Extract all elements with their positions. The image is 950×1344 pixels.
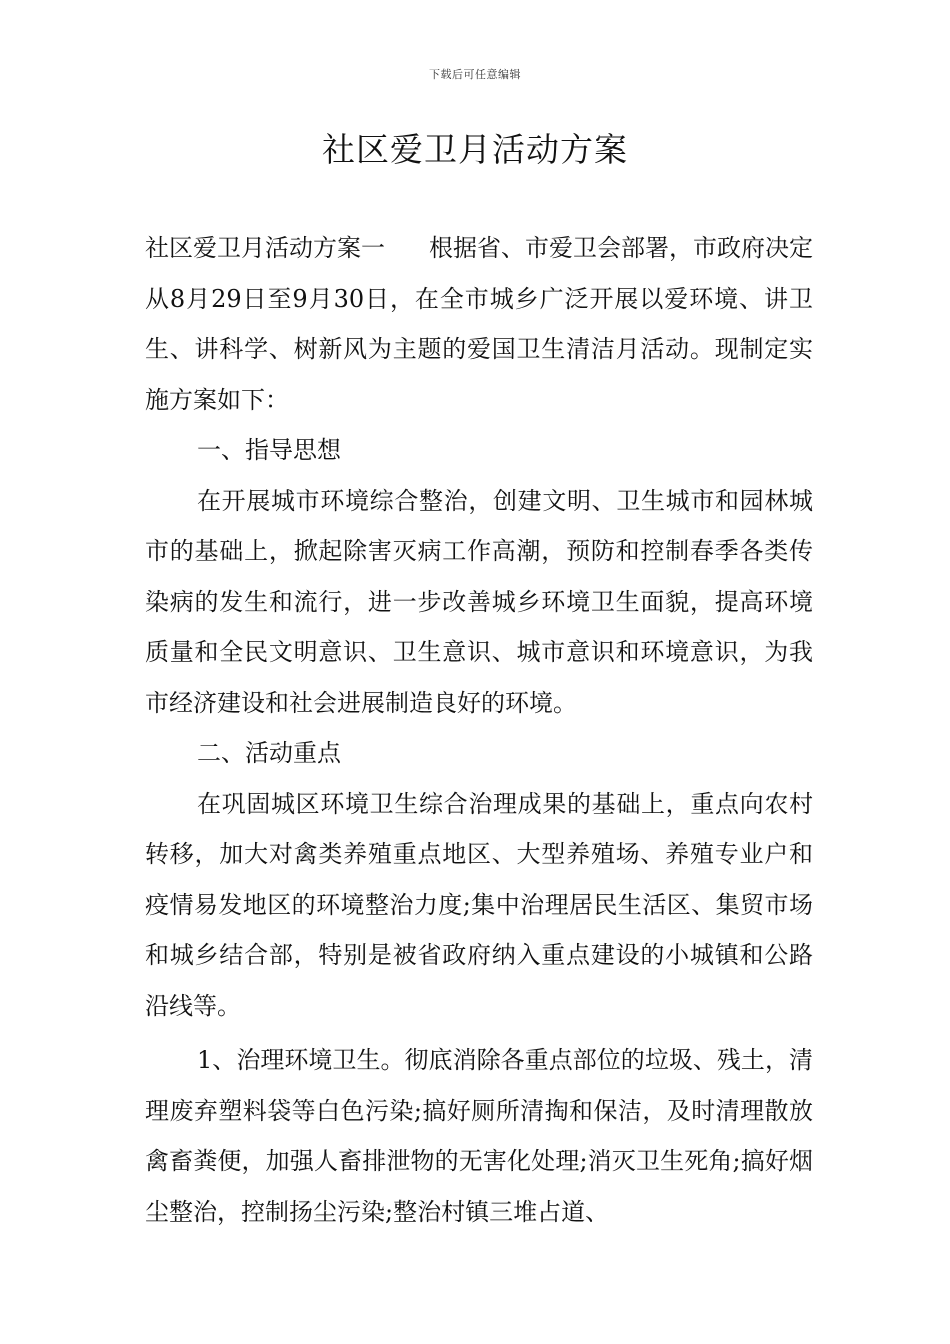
intro-text: 根据省、市爱卫会部署，市政府决定从8月29日至9月30日，在全市城乡广泛开展以爱环境、讲卫生、讲科学、树新风为主题的爱国卫生清洁月活动。现制定实施方案如下：: [145, 234, 813, 414]
paragraph-activity-focus: 在巩固城区环境卫生综合治理成果的基础上，重点向农村转移，加大对禽类养殖重点地区、大型养殖场、养殖专业户和疫情易发地区的环境整治力度;集中治理居民生活区、集贸市场和城乡结合部，特别是被省政府纳入重点建设的小城镇和公路沿线等。: [145, 789, 813, 1020]
paragraph-item-1: 1、治理环境卫生。彻底消除各重点部位的垃圾、残土，清理废弃塑料袋等白色污染;搞好厕所清掏和保洁，及时清理散放禽畜粪便，加强人畜排泄物的无害化处理;消灭卫生死角;搞好烟尘整治，控制扬尘污染;整治村镇三堆占道、: [145, 1046, 813, 1226]
intro-paragraph: [145, 223, 813, 425]
header-note: 下载后可任意编辑: [429, 68, 521, 81]
intro-lead: 社区爱卫月活动方案一: [145, 234, 385, 262]
document-body: [145, 223, 813, 1237]
paragraph-guiding-ideology: 在开展城市环境综合整治，创建文明、卫生城市和园林城市的基础上，掀起除害灭病工作高潮，预防和控制春季各类传染病的发生和流行，进一步改善城乡环境卫生面貌，提高环境质量和全民文明意识、卫生意识、城市意识和环境意识，为我市经济建设和社会进展制造良好的环境。: [145, 486, 813, 717]
section-heading-activity-focus: 二、活动重点: [197, 739, 341, 767]
section-heading-guiding-ideology: 一、指导思想: [197, 436, 341, 464]
document-title: 社区爱卫月活动方案: [322, 130, 628, 169]
